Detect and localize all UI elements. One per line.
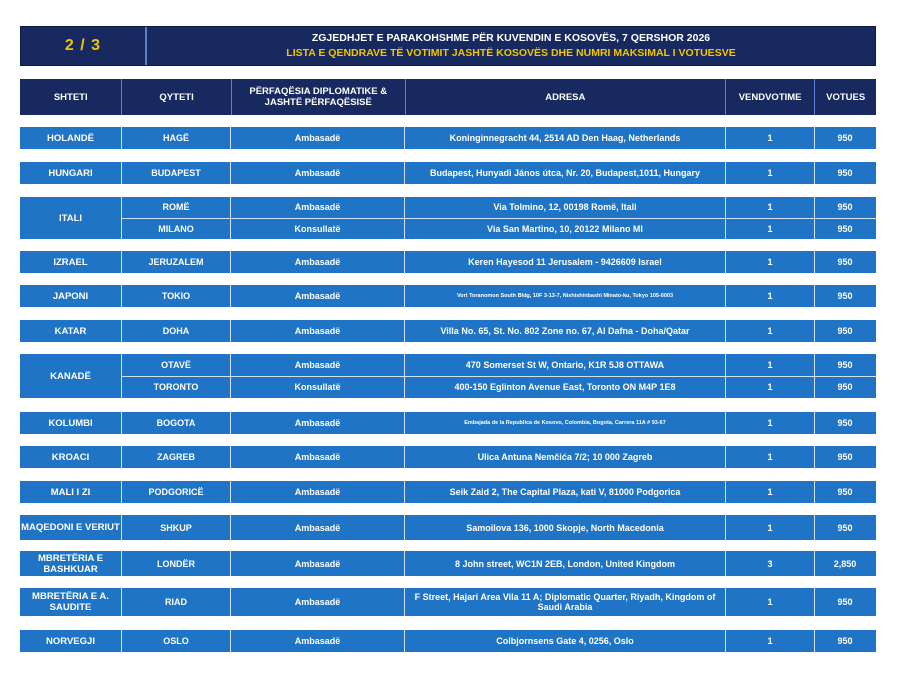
mission-cell: Ambasadë (231, 320, 405, 342)
polling-places-cell: 1 (726, 446, 815, 468)
country-group (20, 515, 876, 540)
table-row (122, 515, 876, 540)
document-title: ZGJEDHJET E PARAKOHSHME PËR KUVENDIN E KOSOVËS, 7 QERSHOR 2026 (311, 32, 711, 44)
country-group (20, 481, 876, 503)
document-subtitle: LISTA E QENDRAVE TË VOTIMIT JASHTË KOSOVËS DHE NUMRI MAKSIMAL I VOTUESVE (286, 47, 736, 59)
table-row (122, 630, 876, 652)
voters-cell: 950 (837, 257, 853, 267)
country-group (20, 320, 876, 342)
polling-places-cell: 1 (726, 515, 815, 540)
country-name: IZRAEL (20, 251, 122, 273)
table-row (122, 376, 876, 399)
column-header-city: QYTETI (122, 79, 231, 115)
polling-places-cell: 1 (726, 630, 815, 652)
city-cell: DOHA (122, 320, 231, 342)
country-name: MBRETËRIA E A. SAUDITE (20, 588, 122, 616)
city-cell: ROMË (122, 197, 231, 218)
polling-places-cell: 1 (726, 354, 815, 376)
country-group (20, 630, 876, 652)
voters-cell: 950 (837, 597, 853, 607)
country-name: JAPONI (20, 285, 122, 307)
polling-places-cell: 1 (726, 320, 815, 342)
polling-places-cell: 1 (726, 588, 815, 616)
table-row (122, 481, 876, 503)
city-cell: BUDAPEST (122, 162, 231, 184)
city-cell: JERUZALEM (122, 251, 231, 273)
city-cell: MILANO (122, 219, 231, 240)
column-header-address: ADRESA (406, 79, 726, 115)
table-row (122, 320, 876, 342)
mission-cell: Ambasadë (231, 446, 405, 468)
polling-places-cell: 1 (726, 162, 815, 184)
address-cell: Budapest, Hunyadi János útca, Nr. 20, Budapest,1011, Hungary (405, 162, 726, 184)
table-row (122, 588, 876, 616)
address-cell: Via San Martino, 10, 20122 Milano MI (405, 219, 726, 240)
polling-places-cell: 1 (726, 197, 815, 218)
address-cell: Via Tolmino, 12, 00198 Romë, Itali (405, 197, 726, 218)
table-header (20, 79, 876, 115)
mission-cell: Ambasadë (231, 251, 405, 273)
voters-cell: 950 (837, 291, 853, 301)
country-group (20, 197, 876, 239)
voters-cell: 950 (837, 326, 853, 336)
voters-cell: 950 (837, 452, 853, 462)
mission-cell: Ambasadë (231, 588, 405, 616)
city-cell: PODGORICË (122, 481, 231, 503)
mission-cell: Konsullatë (231, 377, 405, 399)
polling-places-cell: 3 (726, 551, 815, 576)
country-name: NORVEGJI (20, 630, 122, 652)
mission-cell: Ambasadë (231, 354, 405, 376)
column-header-mission: PËRFAQËSIA DIPLOMATIKE & JASHTË PËRFAQËSISË (232, 79, 406, 115)
address-cell: Vort Toranomon South Bldg, 10F 3-13-7, Nishishinbashi Minato-ku, Tokyo 105-0003 (405, 285, 726, 307)
voters-cell: 950 (837, 223, 853, 234)
address-cell: Villa No. 65, St. No. 802 Zone no. 67, Al Dafna - Doha/Qatar (405, 320, 726, 342)
table-row (122, 251, 876, 273)
address-cell: 8 John street, WC1N 2EB, London, United Kingdom (405, 551, 726, 576)
polling-places-cell: 1 (726, 127, 815, 149)
mission-cell: Ambasadë (231, 285, 405, 307)
mission-cell: Ambasadë (231, 127, 405, 149)
table-row (122, 285, 876, 307)
mission-cell: Ambasadë (231, 551, 405, 576)
city-cell: RIAD (122, 588, 231, 616)
city-cell: HAGË (122, 127, 231, 149)
country-group (20, 551, 876, 576)
voters-cell: 950 (837, 522, 853, 533)
country-name: HOLANDË (20, 127, 122, 149)
polling-places-cell: 1 (726, 251, 815, 273)
voters-cell: 950 (837, 418, 853, 428)
polling-places-cell: 1 (726, 285, 815, 307)
city-cell: OSLO (122, 630, 231, 652)
voters-cell: 950 (837, 202, 853, 213)
table-row (122, 127, 876, 149)
address-cell: 400-150 Eglinton Avenue East, Toronto ON M4P 1E8 (405, 377, 726, 399)
country-name: KOLUMBI (20, 412, 122, 434)
address-cell: Keren Hayesod 11 Jerusalem - 9426609 Israel (405, 251, 726, 273)
polling-places-cell: 1 (726, 481, 815, 503)
table-row (122, 162, 876, 184)
address-cell: Samoilova 136, 1000 Skopje, North Macedonia (405, 515, 726, 540)
country-name: ITALI (20, 197, 122, 239)
mission-cell: Ambasadë (231, 481, 405, 503)
country-group (20, 446, 876, 468)
country-group (20, 588, 876, 616)
table-row (122, 197, 876, 218)
address-cell: 470 Somerset St W, Ontario, K1R 5J8 OTTAWA (405, 354, 726, 376)
voters-cell: 950 (837, 359, 853, 370)
country-group (20, 162, 876, 184)
country-name: KROACI (20, 446, 122, 468)
mission-cell: Ambasadë (231, 197, 405, 218)
mission-cell: Konsullatë (231, 219, 405, 240)
country-name: MAQEDONI E VERIUT (20, 515, 122, 540)
city-cell: LONDËR (122, 551, 231, 576)
table-row (122, 446, 876, 468)
polling-places-cell: 1 (726, 377, 815, 399)
column-header-polling-places: VENDVOTIME (726, 79, 815, 115)
table-row (122, 354, 876, 376)
title-block (147, 27, 875, 65)
page-number: 2 / 3 (21, 27, 147, 65)
country-group (20, 354, 876, 398)
address-cell: Koninginnegracht 44, 2514 AD Den Haag, Netherlands (405, 127, 726, 149)
voters-cell: 950 (837, 168, 853, 178)
table-row (122, 412, 876, 434)
voters-cell: 950 (837, 487, 853, 497)
address-cell: F Street, Hajari Area Vila 11 A; Diplomatic Quarter, Riyadh, Kingdom of Saudi Arabia (405, 588, 726, 616)
mission-cell: Ambasadë (231, 515, 405, 540)
country-group (20, 285, 876, 307)
city-cell: ZAGREB (122, 446, 231, 468)
city-cell: BOGOTA (122, 412, 231, 434)
voters-cell: 2,850 (833, 558, 857, 569)
title-banner (20, 26, 876, 66)
column-header-country: SHTETI (20, 79, 122, 115)
voters-cell: 950 (837, 382, 853, 393)
city-cell: SHKUP (122, 515, 231, 540)
address-cell: Seik Zaid 2, The Capital Plaza, kati V, 81000 Podgorica (405, 481, 726, 503)
country-group (20, 412, 876, 434)
table-row (122, 218, 876, 240)
polling-places-cell: 1 (726, 219, 815, 240)
city-cell: TORONTO (122, 377, 231, 399)
address-cell: Ulica Antuna Nemčića 7/2; 10 000 Zagreb (405, 446, 726, 468)
column-header-voters: VOTUES (826, 91, 866, 103)
country-group (20, 127, 876, 149)
country-name: MBRETËRIA E BASHKUAR (20, 551, 122, 576)
country-name: KANADË (20, 354, 122, 398)
city-cell: TOKIO (122, 285, 231, 307)
country-name: MALI I ZI (20, 481, 122, 503)
mission-cell: Ambasadë (231, 630, 405, 652)
address-cell: Colbjornsens Gate 4, 0256, Oslo (405, 630, 726, 652)
mission-cell: Ambasadë (231, 412, 405, 434)
table-row (122, 551, 876, 576)
country-name: KATAR (20, 320, 122, 342)
voters-cell: 950 (837, 636, 853, 646)
mission-cell: Ambasadë (231, 162, 405, 184)
address-cell: Embajada de la Republica de Kosovo, Colombia, Bogota, Carrera 11A # 93-67 (405, 412, 726, 434)
polling-places-cell: 1 (726, 412, 815, 434)
country-group (20, 251, 876, 273)
city-cell: OTAVË (122, 354, 231, 376)
voters-cell: 950 (837, 133, 853, 143)
country-name: HUNGARI (20, 162, 122, 184)
